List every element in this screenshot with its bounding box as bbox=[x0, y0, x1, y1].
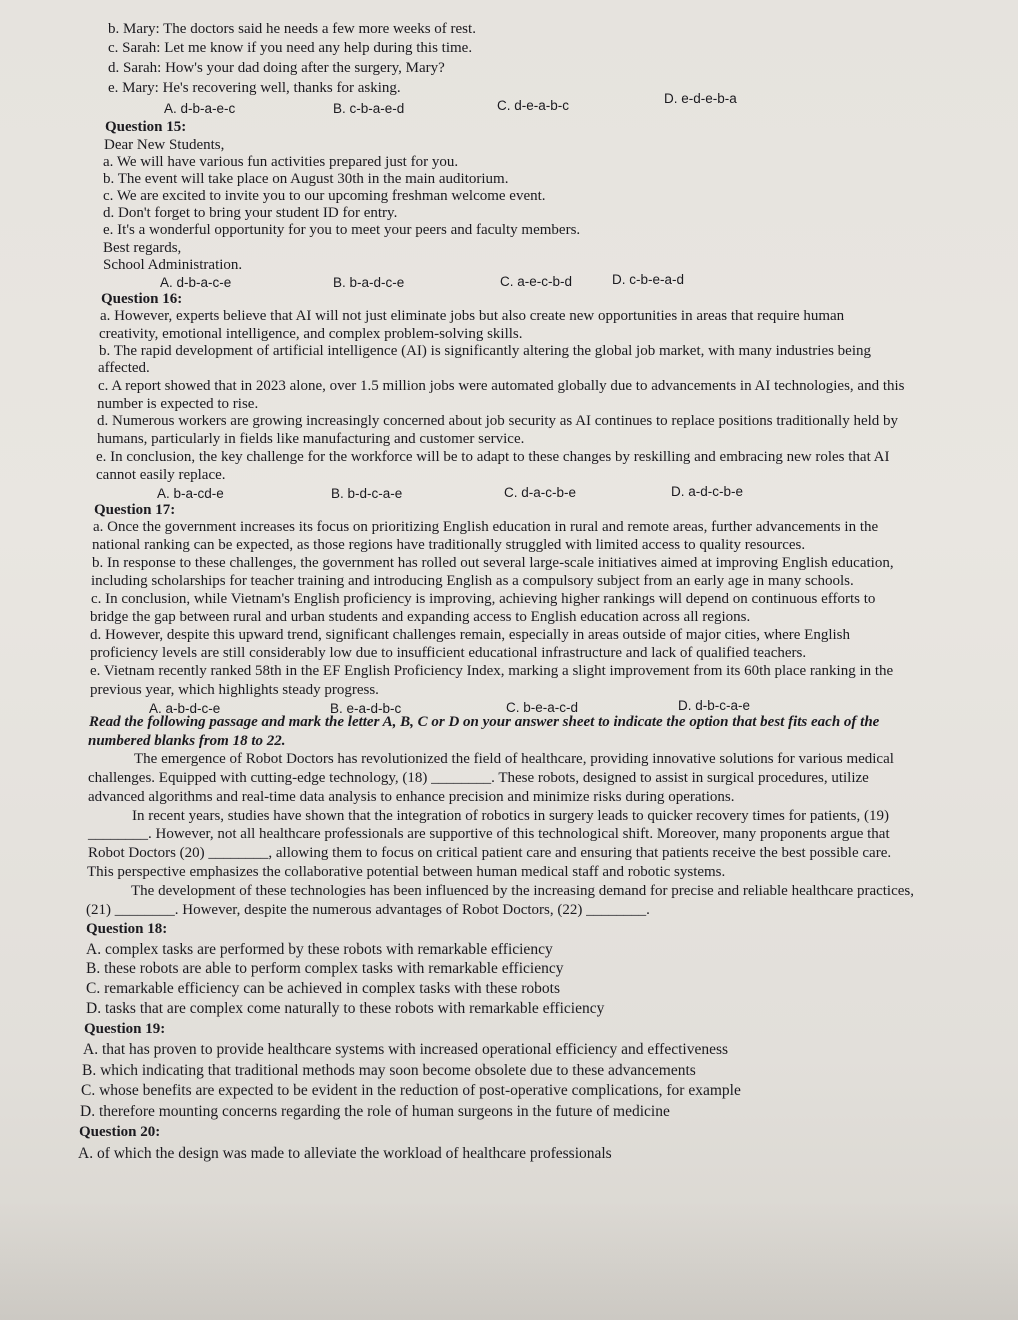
dialogue-line: b. Mary: The doctors said he needs a few more weeks of rest. bbox=[108, 21, 476, 37]
passage-line: Robot Doctors (20) ________, allowing them to focus on critical patient care and ensuring that patients receive the best possible care. bbox=[88, 845, 892, 861]
letter-line: e. It's a wonderful opportunity for you to meet your peers and faculty members. bbox=[103, 222, 581, 238]
option-b[interactable]: B. these robots are able to perform complex tasks with remarkable efficiency bbox=[86, 960, 564, 977]
sentence-line: humans, particularly in fields like manufacturing and customer service. bbox=[97, 431, 525, 447]
option-d[interactable]: D. a-d-c-b-e bbox=[671, 484, 744, 499]
sentence-line: previous year, which highlights steady progress. bbox=[90, 682, 379, 698]
dialogue-line: e. Mary: He's recovering well, thanks for asking. bbox=[108, 80, 401, 96]
letter-line: School Administration. bbox=[103, 257, 243, 273]
passage-line: challenges. Equipped with cutting-edge technology, (18) ________. These robots, designed to assist in surgical procedures, utilize bbox=[88, 770, 869, 786]
sentence-line: e. Vietnam recently ranked 58th in the EF English Proficiency Index, marking a slight improvement from its 60th place ranking in the bbox=[90, 663, 894, 679]
sentence-line: d. Numerous workers are growing increasingly concerned about job security as AI continues to replace positions traditionally held by bbox=[97, 413, 899, 429]
option-c[interactable]: C. whose benefits are expected to be evident in the reduction of post-operative complications, for example bbox=[81, 1082, 741, 1099]
question-title: Question 16: bbox=[101, 291, 183, 307]
question-title: Question 15: bbox=[105, 119, 187, 135]
passage-line: advanced algorithms and real-time data analysis to enhance precision and minimize risks during operations. bbox=[88, 789, 735, 805]
instruction-line: Read the following passage and mark the letter A, B, C or D on your answer sheet to indicate the option that best fits each of the bbox=[89, 714, 880, 730]
option-a[interactable]: A. b-a-cd-e bbox=[157, 486, 224, 501]
option-d[interactable]: D. e-d-e-b-a bbox=[664, 91, 737, 106]
sentence-line: cannot easily replace. bbox=[96, 467, 226, 483]
sentence-line: a. However, experts believe that AI will not just eliminate jobs but also create new opportunities in areas that require human bbox=[100, 308, 845, 324]
letter-line: Best regards, bbox=[103, 240, 182, 256]
passage-line: This perspective emphasizes the collaborative potential between human medical staff and robotic systems. bbox=[87, 864, 726, 880]
dialogue-line: c. Sarah: Let me know if you need any help during this time. bbox=[108, 40, 473, 56]
question-title: Question 17: bbox=[94, 502, 176, 518]
option-b[interactable]: B. b-d-c-a-e bbox=[331, 486, 403, 501]
passage-line: In recent years, studies have shown that the integration of robotics in surgery leads to quicker recovery times for patients, (19) bbox=[132, 808, 889, 824]
question-title: Question 20: bbox=[79, 1124, 161, 1140]
sentence-line: e. In conclusion, the key challenge for the workforce will be to adapt to these changes by reskilling and embracing new roles that AI bbox=[96, 449, 890, 465]
option-a[interactable]: A. a-b-d-c-e bbox=[149, 701, 221, 716]
passage-line: ________. However, not all healthcare professionals are supportive of this technological shift. Moreover, many proponents argue that bbox=[88, 826, 890, 842]
option-d[interactable]: D. therefore mounting concerns regarding the role of human surgeons in the future of medicine bbox=[80, 1103, 670, 1120]
sentence-line: national ranking can be expected, as those regions have traditionally struggled with limited access to quality resources. bbox=[92, 537, 806, 553]
option-c[interactable]: C. a-e-c-b-d bbox=[500, 274, 573, 289]
option-d[interactable]: D. d-b-c-a-e bbox=[678, 698, 751, 713]
option-d[interactable]: D. tasks that are complex come naturally to these robots with remarkable efficiency bbox=[86, 1000, 605, 1017]
sentence-line: bridge the gap between rural and urban students and expanding access to English education across all regions. bbox=[90, 609, 751, 625]
passage-line: (21) ________. However, despite the numerous advantages of Robot Doctors, (22) ________. bbox=[86, 902, 650, 918]
option-c[interactable]: C. remarkable efficiency can be achieved in complex tasks with these robots bbox=[86, 980, 561, 997]
sentence-line: b. The rapid development of artificial intelligence (AI) is significantly altering the global job market, with many industries being bbox=[99, 343, 872, 359]
question-title: Question 18: bbox=[86, 921, 168, 937]
option-b[interactable]: B. c-b-a-e-d bbox=[333, 101, 405, 116]
sentence-line: c. In conclusion, while Vietnam's English proficiency is improving, achieving higher rankings will depend on continuous efforts to bbox=[91, 591, 876, 607]
letter-line: Dear New Students, bbox=[104, 137, 225, 153]
page-shadow bbox=[0, 1200, 1018, 1320]
letter-line: a. We will have various fun activities prepared just for you. bbox=[103, 154, 459, 170]
sentence-line: creativity, emotional intelligence, and complex problem-solving skills. bbox=[99, 326, 523, 342]
option-a[interactable]: A. d-b-a-c-e bbox=[160, 275, 232, 290]
option-b[interactable]: B. b-a-d-c-e bbox=[333, 275, 405, 290]
option-b[interactable]: B. e-a-d-b-c bbox=[330, 701, 402, 716]
instruction-line: numbered blanks from 18 to 22. bbox=[88, 733, 286, 749]
sentence-line: number is expected to rise. bbox=[97, 396, 259, 412]
option-c[interactable]: C. b-e-a-c-d bbox=[506, 700, 579, 715]
dialogue-line: d. Sarah: How's your dad doing after the surgery, Mary? bbox=[108, 60, 445, 76]
letter-line: b. The event will take place on August 30th in the main auditorium. bbox=[103, 171, 509, 187]
option-b[interactable]: B. which indicating that traditional methods may soon become obsolete due to these advancements bbox=[82, 1062, 696, 1079]
sentence-line: c. A report showed that in 2023 alone, over 1.5 million jobs were automated globally due to advancements in AI technologies, and this bbox=[98, 378, 905, 394]
sentence-line: d. However, despite this upward trend, significant challenges remain, especially in areas outside of major cities, where English bbox=[90, 627, 850, 643]
passage-line: The emergence of Robot Doctors has revolutionized the field of healthcare, providing innovative solutions for various medical bbox=[134, 751, 894, 767]
question-title: Question 19: bbox=[84, 1021, 166, 1037]
sentence-line: a. Once the government increases its focus on prioritizing English education in rural and remote areas, further advancements in the bbox=[93, 519, 879, 535]
option-c[interactable]: C. d-a-c-b-e bbox=[504, 485, 577, 500]
option-a[interactable]: A. of which the design was made to alleviate the workload of healthcare professionals bbox=[78, 1145, 612, 1162]
letter-line: c. We are excited to invite you to our upcoming freshman welcome event. bbox=[103, 188, 546, 204]
sentence-line: affected. bbox=[98, 360, 150, 376]
passage-line: The development of these technologies has been influenced by the increasing demand for precise and reliable healthcare practices, bbox=[131, 883, 914, 899]
option-a[interactable]: A. d-b-a-e-c bbox=[164, 101, 236, 116]
sentence-line: b. In response to these challenges, the government has rolled out several large-scale initiatives aimed at improving English education, bbox=[92, 555, 894, 571]
option-d[interactable]: D. c-b-e-a-d bbox=[612, 272, 685, 287]
sentence-line: including scholarships for teacher training and introducing English as a compulsory subject from an early age in many schools. bbox=[91, 573, 854, 589]
option-a[interactable]: A. complex tasks are performed by these robots with remarkable efficiency bbox=[86, 941, 553, 958]
sentence-line: proficiency levels are still considerably low due to insufficient educational infrastructure and lack of qualified teachers. bbox=[90, 645, 807, 661]
letter-line: d. Don't forget to bring your student ID for entry. bbox=[103, 205, 398, 221]
option-c[interactable]: C. d-e-a-b-c bbox=[497, 98, 570, 113]
option-a[interactable]: A. that has proven to provide healthcare systems with increased operational efficiency and effectiveness bbox=[83, 1041, 729, 1058]
